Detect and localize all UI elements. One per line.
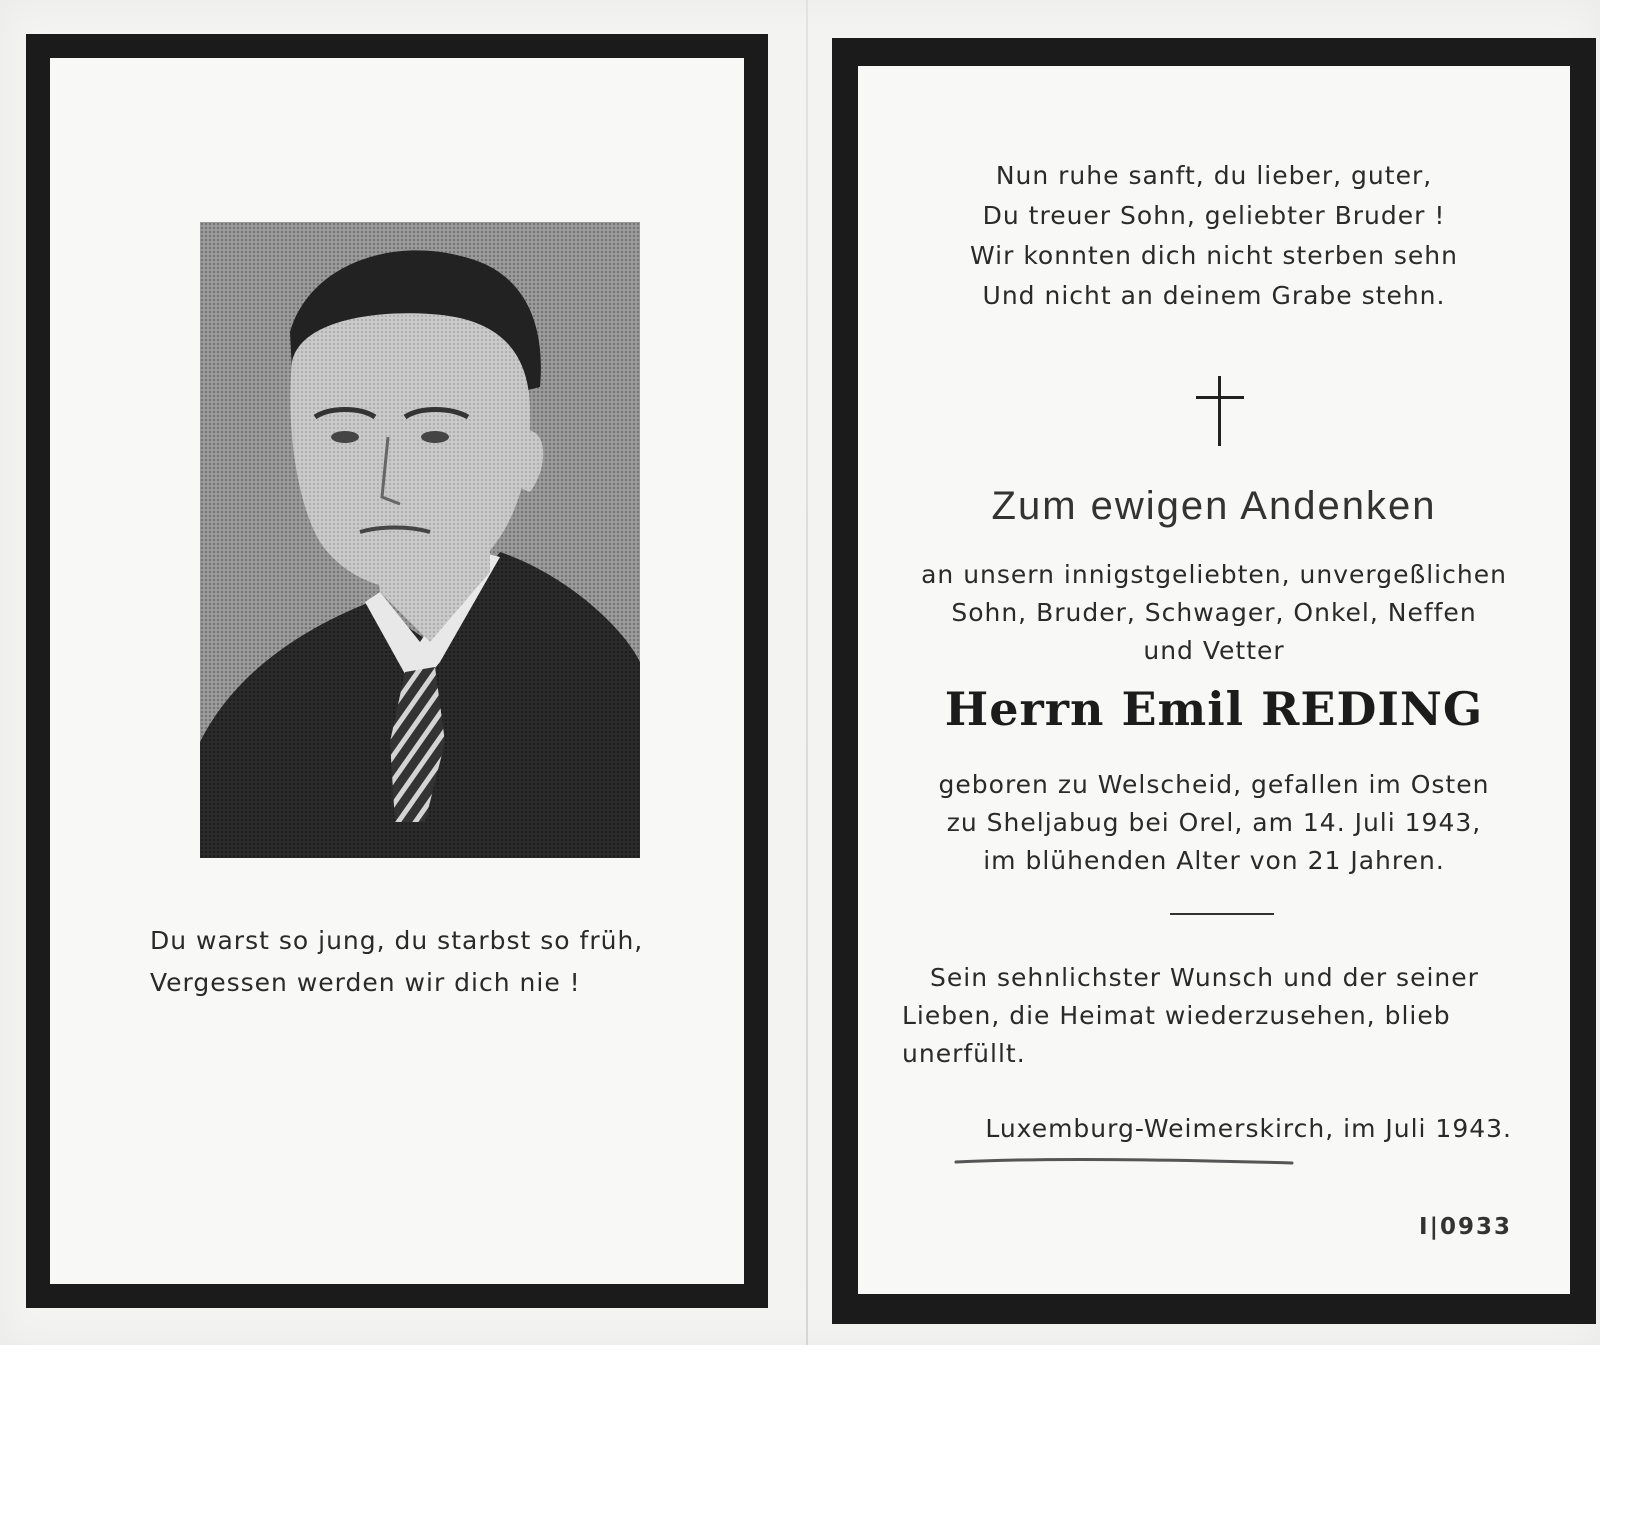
left-verse — [150, 920, 710, 1004]
portrait-photo — [200, 222, 640, 858]
place-date: Luxemburg-Weimerskirch, im Juli 1943. — [985, 1114, 1512, 1143]
fold-line — [806, 0, 808, 1345]
relations-text — [858, 556, 1570, 670]
birth-death-line: zu Sheljabug bei Orel, am 14. Juli 1943, — [946, 808, 1482, 837]
right-card-panel — [858, 66, 1570, 1294]
birth-death-line: geboren zu Welscheid, gefallen im Osten — [938, 770, 1490, 799]
divider — [1170, 913, 1274, 915]
deceased-name: Herrn Emil REDING — [944, 682, 1484, 736]
verse-line: Wir konnten dich nicht sterben sehn — [970, 241, 1458, 270]
birth-death-line: im blühenden Alter von 21 Jahren. — [983, 846, 1445, 875]
verse-line: Und nicht an deinem Grabe stehn. — [982, 281, 1446, 310]
cross-icon — [1196, 376, 1244, 446]
wish-text — [902, 959, 1542, 1073]
left-verse-line: Du warst so jung, du starbst so früh, — [150, 926, 644, 955]
right-card — [832, 38, 1596, 1324]
relations-line: und Vetter — [1143, 636, 1285, 665]
left-card-panel — [50, 58, 744, 1284]
wish-line: Sein sehnlichster Wunsch und der seiner — [930, 963, 1479, 992]
verse-line: Nun ruhe sanft, du lieber, guter, — [995, 161, 1433, 190]
verse-line: Du treuer Sohn, geliebter Bruder ! — [982, 201, 1446, 230]
wish-line: Lieben, die Heimat wiederzusehen, blieb — [902, 1001, 1451, 1030]
handwritten-underline — [954, 1156, 1294, 1166]
wish-line: unerfüllt. — [902, 1039, 1026, 1068]
relations-line: an unsern innigstgeliebten, unvergeßlichen — [921, 560, 1507, 589]
print-code: I|0933 — [1419, 1214, 1512, 1240]
relations-line: Sohn, Bruder, Schwager, Onkel, Neffen — [951, 598, 1477, 627]
birth-death-text — [858, 766, 1570, 880]
memorial-verse — [858, 156, 1570, 316]
left-card — [26, 34, 768, 1308]
memorial-heading: Zum ewigen Andenken — [991, 484, 1437, 528]
left-verse-line: Vergessen werden wir dich nie ! — [150, 968, 581, 997]
